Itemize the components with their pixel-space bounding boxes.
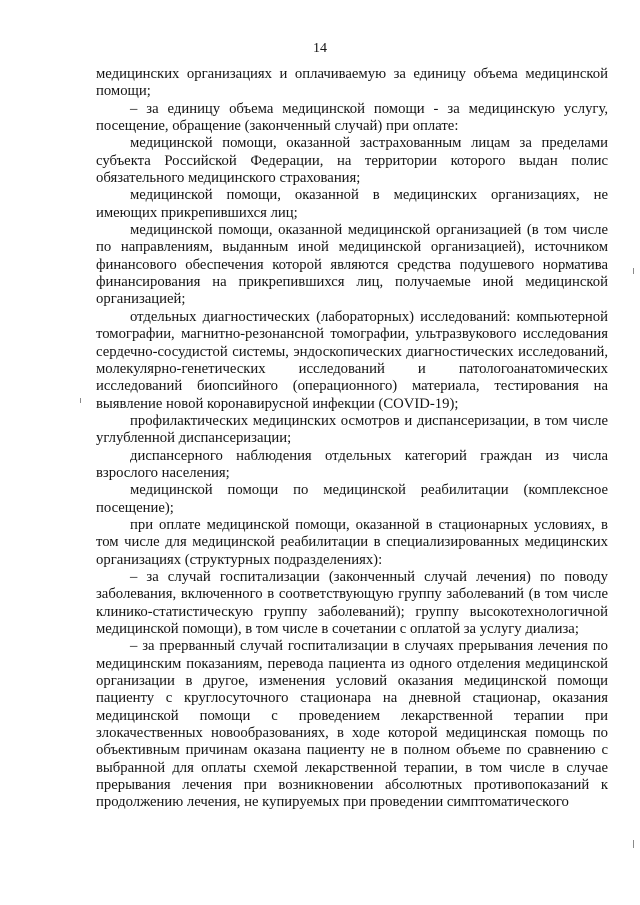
paragraph-hospitalization-case: – за случай госпитализации (законченный случай лечения) по поводу заболевания, включенного в соответствующую группу заболеваний (в том числе клинико-статистическую группу заболеваний); группу высокотехнологичной медицинской помощи), в том числе в сочетании с оплатой за услугу диализа; bbox=[96, 568, 608, 637]
document-body bbox=[96, 66, 608, 812]
paragraph-interrupted-case: – за прерванный случай госпитализации в случаях прерывания лечения по медицинским показаниям, перевода пациента из одного отделения медицинской организации в другое, изменения условий оказания медицинской помощи пациенту с круглосуточного стационара на дневной стационар, оказания медицинской помощи с проведением лекарственной терапии при злокачественных новообразованиях, в ходе которой медицинская помощь по объективным причинам оказана пациенту не в полном объеме по сравнению с выбранной для оплаты схемой лекарственной терапии, в том числе в случае прерывания лечения при возникновении абсолютных противопоказаний к продолжению лечения, не купируемых при проведении симптоматического bbox=[96, 638, 608, 811]
paragraph-diagnostic-tests: отдельных диагностических (лабораторных) исследований: компьютерной томографии, магнитно-резонансной томографии, ультразвукового исследования сердечно-сосудистой системы, эндоскопических диагностических исследований, молекулярно-генетических исследований и патологоанатомических исследований биопсийного (операционного) материала, тестирования на выявление новой коронавирусной инфекции (COVID-19); bbox=[96, 308, 608, 412]
paragraph-out-of-region-care: медицинской помощи, оказанной застрахованным лицам за пределами субъекта Российской Федерации, на территории которого выдан полис обязательного медицинского страхования; bbox=[96, 135, 608, 187]
paragraph-per-unit-volume: – за единицу объема медицинской помощи - за медицинскую услугу, посещение, обращение (законченный случай) при оплате: bbox=[96, 100, 608, 135]
scan-artifact-left bbox=[80, 398, 81, 403]
scan-artifact-right-bottom bbox=[633, 840, 634, 848]
paragraph-continuation: медицинских организациях и оплачиваемую за единицу объема медицинской помощи; bbox=[96, 66, 608, 100]
paragraph-care-by-referral: медицинской помощи, оказанной медицинской организацией (в том числе по направлениям, выданным иной медицинской организацией), источником финансового обеспечения которой являются средства подушевого норматива финансирования на прикрепившихся лиц, получаемые иной медицинской организацией; bbox=[96, 222, 608, 308]
paragraph-rehabilitation: медицинской помощи по медицинской реабилитации (комплексное посещение); bbox=[96, 482, 608, 516]
paragraph-preventive-exams: профилактических медицинских осмотров и диспансеризации, в том числе углубленной диспансеризации; bbox=[96, 412, 608, 447]
paragraph-no-attached-persons: медицинской помощи, оказанной в медицинских организациях, не имеющих прикрепившихся лиц; bbox=[96, 187, 608, 221]
paragraph-inpatient-care: при оплате медицинской помощи, оказанной в стационарных условиях, в том числе для медицинской реабилитации в специализированных медицинских организациях (структурных подразделениях): bbox=[96, 516, 608, 568]
paragraph-dispensary-observation: диспансерного наблюдения отдельных категорий граждан из числа взрослого населения; bbox=[96, 447, 608, 481]
scan-artifact-right-top bbox=[633, 268, 634, 274]
page-number: 14 bbox=[313, 41, 327, 56]
